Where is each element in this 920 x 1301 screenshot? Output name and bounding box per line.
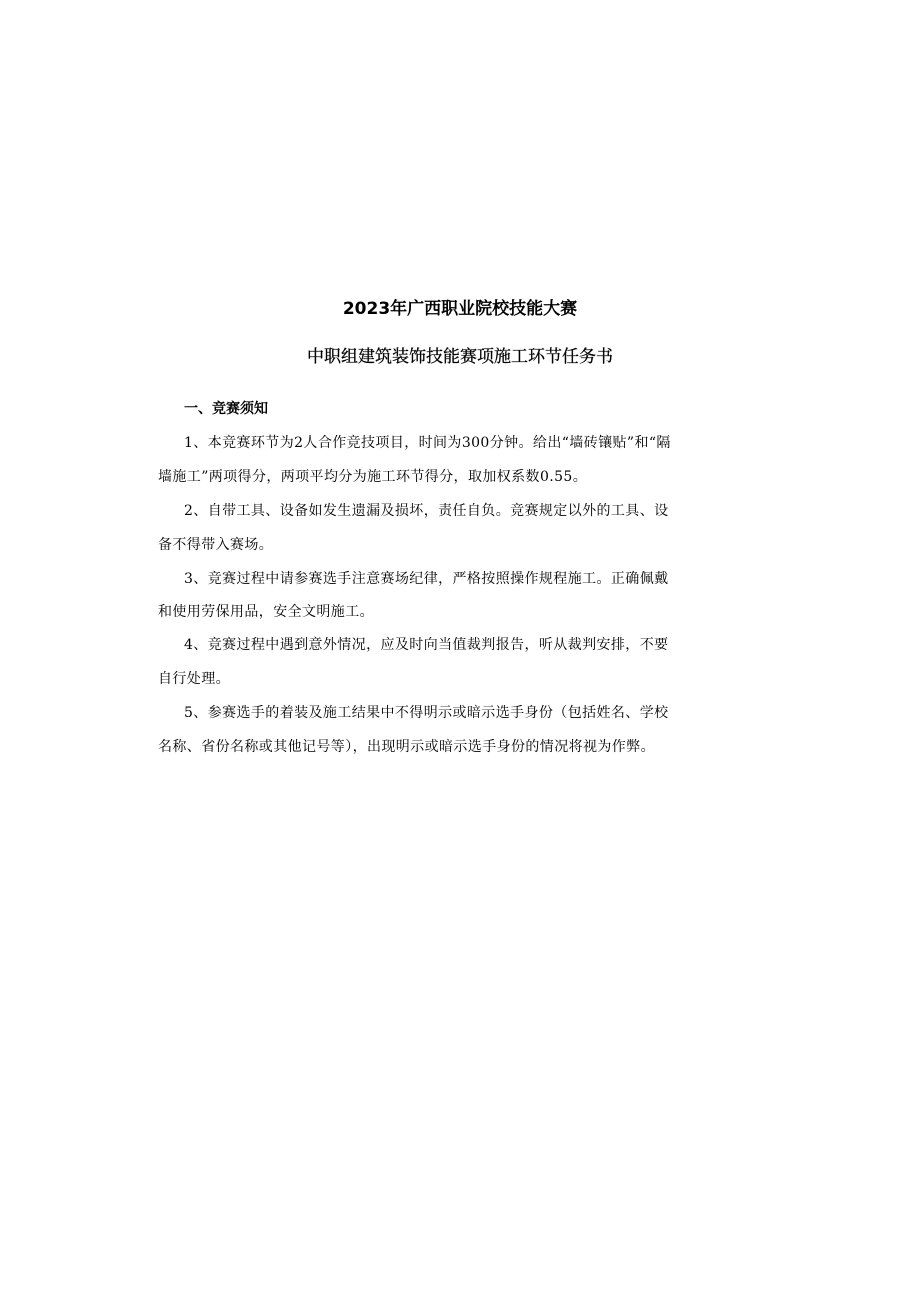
section-heading: 一、竞赛须知 (184, 401, 268, 417)
paragraph-2-line-1: 2、自带工具、设备如发生遗漏及损坏，责任自负。竞赛规定以外的工具、设 (184, 503, 669, 519)
paragraph-3-line-1: 3、竞赛过程中请参赛选手注意赛场纪律，严格按照操作规程施工。正确佩戴 (184, 571, 669, 587)
paragraph-2-line-2: 备不得带入赛场。 (158, 537, 274, 553)
paragraph-1-line-2: 墙施工”两项得分，两项平均分为施工环节得分，取加权系数0.55。 (158, 469, 588, 485)
paragraph-4-line-2: 自行处理。 (158, 671, 230, 687)
paragraph-5-line-1: 5、参赛选手的着装及施工结果中不得明示或暗示选手身份（包括姓名、学校 (184, 705, 669, 721)
document-subtitle: 中职组建筑装饰技能赛项施工环节任务书 (307, 347, 613, 367)
paragraph-3-line-2: 和使用劳保用品，安全文明施工。 (158, 604, 374, 620)
paragraph-1-line-1: 1、本竞赛环节为2人合作竞技项目，时间为300分钟。给出“墙砖镶贴”和“隔 (184, 435, 671, 451)
paragraph-4-line-1: 4、竞赛过程中遇到意外情况，应及时向当值裁判报告，听从裁判安排，不要 (184, 637, 669, 653)
document-title: 2023年广西职业院校技能大赛 (342, 299, 578, 319)
paragraph-5-line-2: 名称、省份名称或其他记号等），出现明示或暗示选手身份的情况将视为作弊。 (158, 739, 655, 755)
